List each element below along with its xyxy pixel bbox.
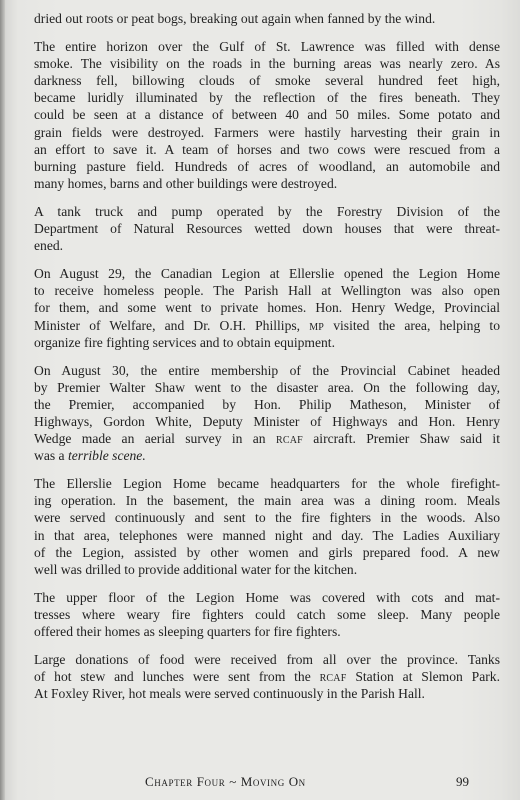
text-line: tresses where weary fire fighters could catch some sleep. Many people xyxy=(34,606,500,622)
paragraph-6 xyxy=(34,475,500,578)
paragraph-2 xyxy=(34,38,500,192)
text-line: Large donations of food were received from all over the province. Tanks xyxy=(34,652,500,668)
text-line: well was drilled to provide additional water for the kitchen. xyxy=(34,561,358,577)
text-line: On August 30, the entire membership of the Provincial Cabinet headed xyxy=(34,362,500,378)
text-line: could be seen at a distance of between 40 and 50 miles. Some potato and xyxy=(34,107,500,123)
text-line: to receive homeless people. The Parish Hall at Wellington was also open xyxy=(34,283,500,299)
text-line: burning pasture field. Hundreds of acres of woodland, an automobile and xyxy=(34,158,500,174)
text-line: for them, and some went to private homes. Hon. Henry Wedge, Provincial xyxy=(34,300,500,316)
text-line: Department of Natural Resources wetted down houses that were threat- xyxy=(34,221,500,237)
text-line: of hot stew and lunches were sent from the rcaf Station at Slemon Park. xyxy=(34,669,500,685)
text-line: The entire horizon over the Gulf of St. Lawrence was filled with dense xyxy=(34,39,500,55)
paragraph-1 xyxy=(34,10,500,27)
text-line: Minister of Welfare, and Dr. O.H. Phillips, mp visited the area, helping to xyxy=(34,317,500,333)
text-line: dried out roots or peat bogs, breaking out again when fanned by the wind. xyxy=(34,11,436,26)
text-line: ened. xyxy=(34,238,64,254)
page-body xyxy=(34,10,500,713)
text-line: were served continuously and sent to the fire fighters in the woods. Also xyxy=(34,510,500,526)
book-spine-shadow xyxy=(0,0,5,800)
running-title: Chapter Four ~ Moving On xyxy=(145,774,306,789)
text-line: an effort to save it. A team of horses and two cows were rescued from a xyxy=(34,141,500,157)
text-line: became luridly illuminated by the reflection of the fires beneath. They xyxy=(34,90,500,106)
page-number: 99 xyxy=(456,774,469,789)
text-line: On August 29, the Canadian Legion at Ellerslie opened the Legion Home xyxy=(34,266,500,282)
paragraph-7 xyxy=(34,589,500,640)
text-line: grain fields were destroyed. Farmers were hastily harvesting their grain in xyxy=(34,124,500,140)
text-line: darkness fell, billowing clouds of smoke several hundred feet high, xyxy=(34,73,500,89)
text-line: The Ellerslie Legion Home became headquarters for the whole firefight- xyxy=(34,476,500,492)
text-line: the Premier, accompanied by Hon. Philip Matheson, Minister of xyxy=(34,396,500,412)
text-line: many homes, barns and other buildings were destroyed. xyxy=(34,175,338,191)
paragraph-8 xyxy=(34,651,500,702)
text-line: Wedge made an aerial survey in an rcaf aircraft. Premier Shaw said it xyxy=(34,431,500,447)
text-line: organize fire fighting services and to obtain equipment. xyxy=(34,334,335,350)
text-line: of the Legion, assisted by other women and girls prepared food. A new xyxy=(34,544,500,560)
text-line: offered their homes as sleeping quarters for fire fighters. xyxy=(34,624,341,639)
text-line: The upper floor of the Legion Home was covered with cots and mat- xyxy=(34,589,500,605)
text-line: in that area, telephones were manned night and day. The Ladies Auxiliary xyxy=(34,527,500,543)
text-line: Highways, Gordon White, Deputy Minister of Highways and Hon. Henry xyxy=(34,413,500,429)
text-line: by Premier Walter Shaw went to the disaster area. On the following day, xyxy=(34,379,500,395)
paragraph-5 xyxy=(34,362,500,465)
text-line: smoke. The visibility on the roads in the burning areas was nearly zero. As xyxy=(34,56,500,72)
paragraph-3 xyxy=(34,203,500,254)
paragraph-4 xyxy=(34,265,500,350)
text-line: A tank truck and pump operated by the Forestry Division of the xyxy=(34,203,500,219)
text-line: was a terrible scene. xyxy=(34,448,146,464)
text-line: ing operation. In the basement, the main area was a dining room. Meals xyxy=(34,493,500,509)
text-line: At Foxley River, hot meals were served continuously in the Parish Hall. xyxy=(34,686,425,702)
